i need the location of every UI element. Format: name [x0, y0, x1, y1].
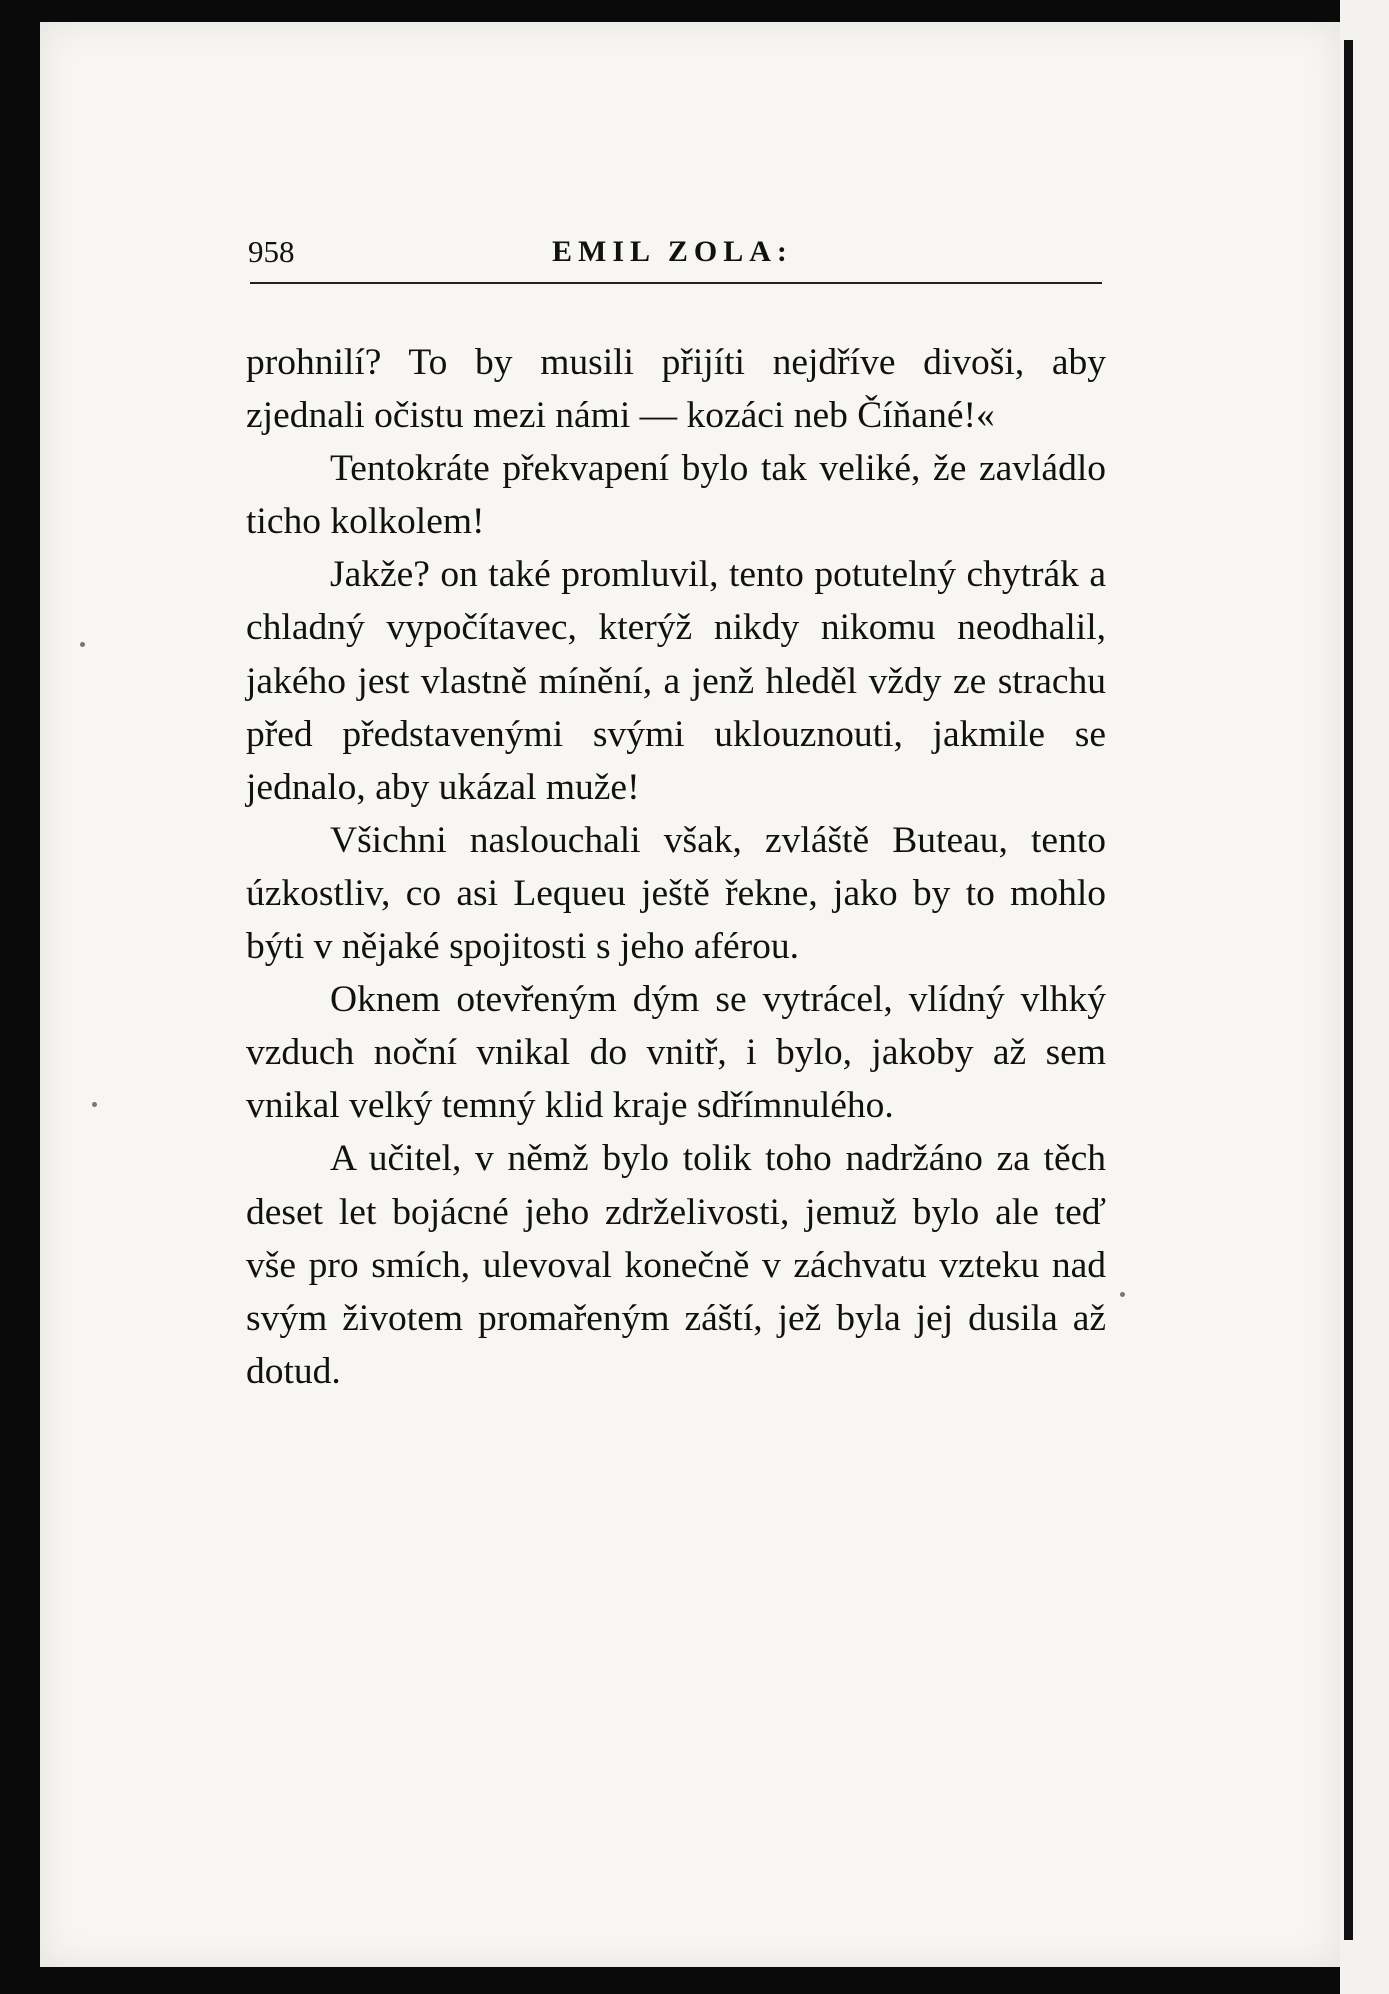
page-number: 958	[248, 234, 295, 269]
paragraph: prohnilí? To by musili přijíti nejdříve divoši, aby zjednali očistu mezi námi — kozáci neb Číňané!«	[246, 342, 1106, 437]
paper-speck	[1120, 1292, 1125, 1297]
header-rule	[250, 282, 1102, 284]
paragraph: A učitel, v němž bylo tolik toho nadržáno za těch deset let bojácné jeho zdrželivosti, jemuž bylo ale teď vše pro smích, ulevoval konečně v záchvatu vzteku nad svým životem promařeným záští, jež byla jej dusila až dotud.	[246, 1138, 1106, 1392]
paper-speck	[92, 1102, 97, 1107]
running-title: EMIL ZOLA:	[552, 235, 793, 268]
scan-top-border	[0, 0, 1389, 22]
page-gutter-shadow	[1344, 40, 1353, 1940]
paragraph: Jakže? on také promluvil, tento potutelný chytrák a chladný vypočítavec, kterýž nikdy nikomu neodhalil, jakého jest vlastně mínění, a jenž hleděl vždy ze strachu před představenými svými uklouznouti, jakmile se jednalo, aby ukázal muže!	[246, 554, 1106, 808]
page-header	[248, 232, 1100, 282]
paragraph: Všichni naslouchali však, zvláště Buteau, tento úzkostliv, co asi Lequeu ještě řekne, jako by to mohlo býti v nějaké spojitosti s jeho aférou.	[246, 819, 1106, 968]
scan-right-edge	[1340, 0, 1389, 1994]
paragraph: Oknem otevřeným dým se vytrácel, vlídný vlhký vzduch noční vnikal do vnitř, i bylo, jakoby až sem vnikal velký temný klid kraje sdřímnulého.	[246, 979, 1106, 1127]
paragraph: Tentokráte překvapení bylo tak veliké, že zavládlo ticho kolkolem!	[246, 448, 1106, 543]
body-text	[246, 336, 1106, 1398]
paper-speck	[80, 642, 85, 647]
